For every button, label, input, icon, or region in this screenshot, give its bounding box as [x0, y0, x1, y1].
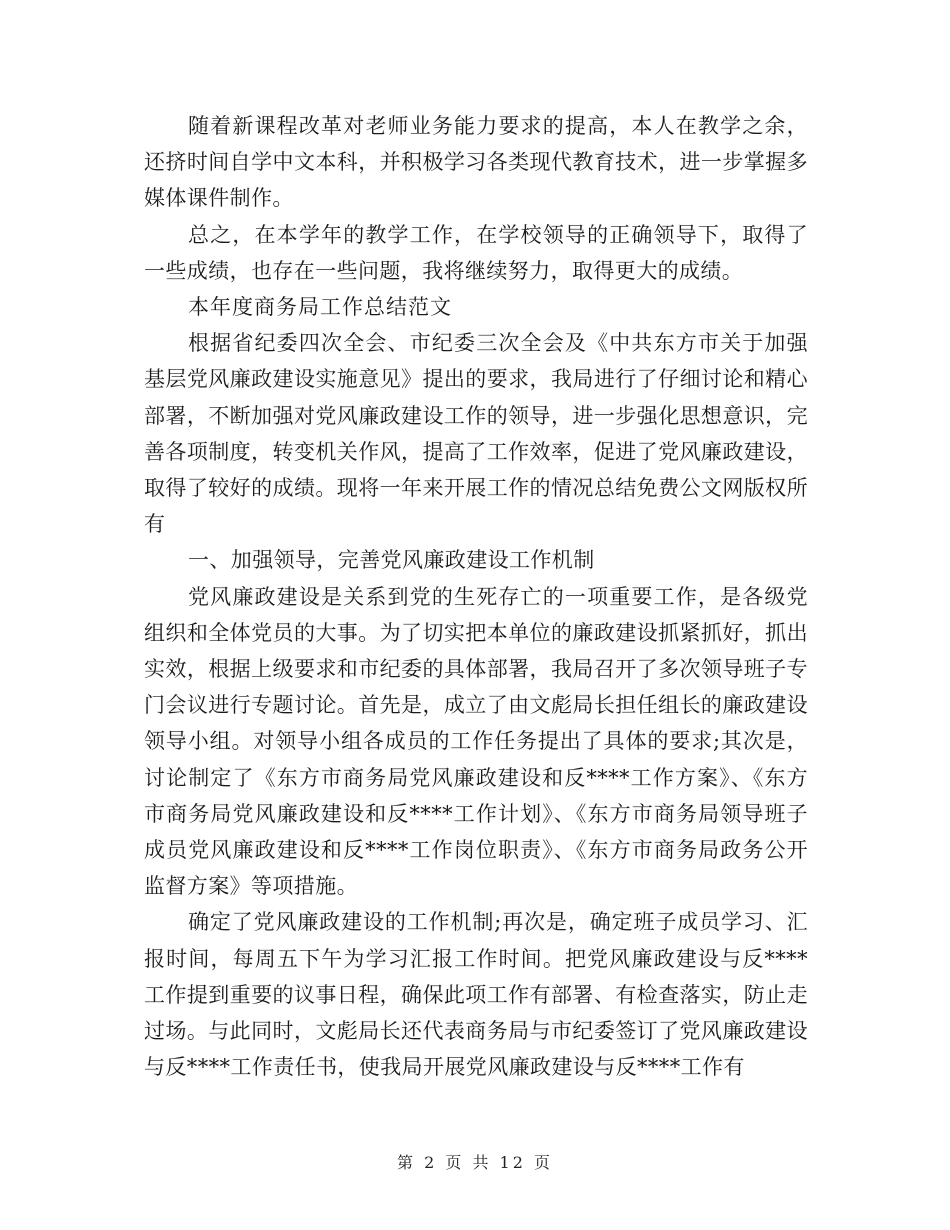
paragraph-mechanism: 确定了党风廉政建设的工作机制;再次是，确定班子成员学习、汇报时间，每周五下午为学习汇报工作时间。把党风廉政建设与反****工作提到重要的议事日程，确保此项工作有部署、有检查落实，防止走过场。与此同时，文彪局长还代表商务局与市纪委签订了党风廉政建设与反****工作责任书，使我局开展党风廉政建设与反****工作有 [144, 910, 808, 1080]
document-body [144, 108, 808, 1085]
paragraph-intro: 根据省纪委四次全会、市纪委三次全会及《中共东方市关于加强基层党风廉政建设实施意见》提出的要求，我局进行了仔细讨论和精心部署，不断加强对党风廉政建设工作的领导，进一步强化思想意识，完善各项制度，转变机关作风，提高了工作效率，促进了党风廉政建设，取得了较好的成绩。现将一年来开展工作的情况总结免费公文网版权所有 [144, 331, 808, 537]
paragraph-conclusion: 总之，在本学年的教学工作，在学校领导的正确领导下，取得了一些成绩，也存在一些问题，我将继续努力，取得更大的成绩。 [144, 222, 808, 283]
heading-part-one: 一、加强领导，完善党风廉政建设工作机制 [188, 548, 595, 573]
paragraph-self-study: 随着新课程改革对老师业务能力要求的提高，本人在教学之余，还挤时间自学中文本科，并积极学习各类现代教育技术，进一步掌握多媒体课件制作。 [144, 114, 808, 211]
section-title: 本年度商务局工作总结范文 [188, 295, 452, 320]
paragraph-leadership: 党风廉政建设是关系到党的生死存亡的一项重要工作，是各级党组织和全体党员的大事。为了切实把本单位的廉政建设抓紧抓好，抓出实效，根据上级要求和市纪委的具体部署，我局召开了多次领导班子专门会议进行专题讨论。首先是，成立了由文彪局长担任组长的廉政建设领导小组。对领导小组各成员的工作任务提出了具体的要求;其次是，讨论制定了《东方市商务局党风廉政建设和反****工作方案》、《东方市商务局党风廉政建设和反****工作计划》、《东方市商务局领导班子成员党风廉政建设和反****工作岗位职责》、《东方市商务局政务公开监督方案》等项措施。 [144, 584, 808, 899]
page-number-footer: 第 2 页 共 12 页 [397, 1153, 553, 1172]
